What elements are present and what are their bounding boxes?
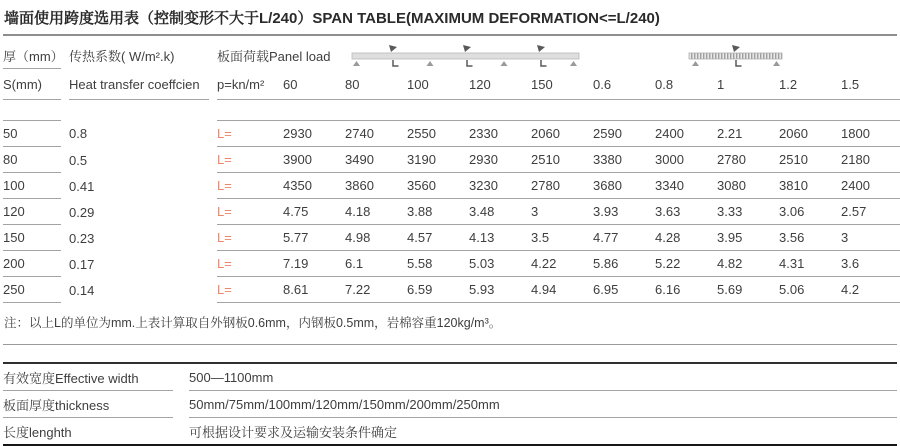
span-value-cell: 3 xyxy=(841,225,900,251)
span-value-cell: 6.59 xyxy=(407,277,469,303)
span-value-cell: 3.63 xyxy=(655,199,717,225)
span-value-cell: 3340 xyxy=(655,173,717,199)
header-load-line1: 板面荷载Panel load xyxy=(217,49,331,64)
spec-row xyxy=(3,418,897,444)
span-value-cell: 2550 xyxy=(407,120,469,147)
span-value-cell: 3680 xyxy=(593,173,655,199)
load-col-header: 1 xyxy=(717,69,779,100)
span-value-cell: 3900 xyxy=(283,147,345,173)
thickness-cell: 150 xyxy=(3,225,61,251)
span-value-cell: 3230 xyxy=(469,173,531,199)
header-row-1 xyxy=(3,42,900,69)
load-col-header: 1.5 xyxy=(841,69,900,100)
header-coeff-line1: 传热系数( W/m².k) xyxy=(69,49,175,64)
span-value-cell: 4.75 xyxy=(283,199,345,225)
table-row xyxy=(3,147,900,173)
span-value-cell: 2930 xyxy=(283,120,345,147)
table-row xyxy=(3,225,900,251)
spec-label: 长度lenghth xyxy=(3,424,72,440)
coeff-cell: 0.14 xyxy=(69,282,95,298)
header-load-line2: p=kn/m² xyxy=(217,69,283,100)
table-row xyxy=(3,199,900,225)
span-value-cell: 3.88 xyxy=(407,199,469,225)
load-col-header: 150 xyxy=(531,69,593,100)
title-divider xyxy=(3,34,897,36)
coeff-cell: 0.5 xyxy=(69,152,88,168)
span-value-cell: 5.93 xyxy=(469,277,531,303)
span-value-cell: 2590 xyxy=(593,120,655,147)
span-table xyxy=(3,42,900,303)
header-thickness-line2: S(mm) xyxy=(3,69,61,100)
l-prefix-cell: L= xyxy=(217,147,283,173)
coeff-cell: 0.29 xyxy=(69,204,95,220)
multi-span-beam-diagram-icon xyxy=(351,44,581,68)
table-row xyxy=(3,251,900,277)
span-value-cell: 2510 xyxy=(779,147,841,173)
page-title: 墙面使用跨度选用表（控制变形不大于L/240）SPAN TABLE(MAXIMUM DEFORMATION<=L/240) xyxy=(4,10,660,27)
l-prefix-cell: L= xyxy=(217,277,283,303)
l-prefix-cell: L= xyxy=(217,225,283,251)
span-value-cell: 6.1 xyxy=(345,251,407,277)
span-value-cell: 2780 xyxy=(717,147,779,173)
span-value-cell: 2930 xyxy=(469,147,531,173)
thickness-cell: 200 xyxy=(3,251,61,277)
thickness-cell: 120 xyxy=(3,199,61,225)
spec-label: 板面厚度thickness xyxy=(3,391,173,418)
span-value-cell: 7.19 xyxy=(283,251,345,277)
spec-table xyxy=(3,364,897,444)
span-value-cell: 1800 xyxy=(841,120,900,147)
load-col-header: 0.6 xyxy=(593,69,655,100)
span-value-cell: 3.6 xyxy=(841,251,900,277)
span-value-cell: 3.5 xyxy=(531,225,593,251)
span-value-cell: 3.93 xyxy=(593,199,655,225)
l-prefix-cell: L= xyxy=(217,199,283,225)
thickness-cell: 50 xyxy=(3,120,61,147)
span-value-cell: 8.61 xyxy=(283,277,345,303)
span-value-cell: 2180 xyxy=(841,147,900,173)
load-col-header: 100 xyxy=(407,69,469,100)
header-coeff-line2: Heat transfer coeffcien xyxy=(69,69,209,100)
span-value-cell: 4.28 xyxy=(655,225,717,251)
header-gap-row xyxy=(3,100,900,120)
span-value-cell: 2060 xyxy=(531,120,593,147)
two-span-beam-diagram-icon xyxy=(688,44,784,68)
header-thickness-line1: 厚（mm） xyxy=(3,42,61,69)
diagram-cell-1 xyxy=(345,42,593,69)
load-col-header: 60 xyxy=(283,69,345,100)
span-value-cell: 3.95 xyxy=(717,225,779,251)
span-value-cell: 5.06 xyxy=(779,277,841,303)
span-value-cell: 4.2 xyxy=(841,277,900,303)
thickness-cell: 250 xyxy=(3,277,61,303)
spec-table-wrapper xyxy=(3,362,897,446)
span-value-cell: 3.33 xyxy=(717,199,779,225)
span-value-cell: 2060 xyxy=(779,120,841,147)
spec-value: 可根据设计要求及运输安装条件确定 xyxy=(189,424,398,440)
span-value-cell: 4.82 xyxy=(717,251,779,277)
span-value-cell: 6.16 xyxy=(655,277,717,303)
span-value-cell: 5.03 xyxy=(469,251,531,277)
spec-row xyxy=(3,364,897,391)
span-value-cell: 4.57 xyxy=(407,225,469,251)
span-value-cell: 3380 xyxy=(593,147,655,173)
span-value-cell: 4.22 xyxy=(531,251,593,277)
spec-label: 有效宽度Effective width xyxy=(3,364,173,391)
span-value-cell: 3.06 xyxy=(779,199,841,225)
span-value-cell: 3560 xyxy=(407,173,469,199)
span-value-cell: 2330 xyxy=(469,120,531,147)
span-value-cell: 4.31 xyxy=(779,251,841,277)
span-value-cell: 3.56 xyxy=(779,225,841,251)
load-col-header: 80 xyxy=(345,69,407,100)
span-value-cell: 2400 xyxy=(655,120,717,147)
span-value-cell: 5.77 xyxy=(283,225,345,251)
span-value-cell: 4.18 xyxy=(345,199,407,225)
note-divider xyxy=(3,344,897,345)
span-value-cell: 4.13 xyxy=(469,225,531,251)
coeff-cell: 0.23 xyxy=(69,230,95,246)
table-row xyxy=(3,277,900,303)
span-value-cell: 4350 xyxy=(283,173,345,199)
span-value-cell: 2.21 xyxy=(717,120,779,147)
span-value-cell: 4.98 xyxy=(345,225,407,251)
l-prefix-cell: L= xyxy=(217,251,283,277)
span-value-cell: 3810 xyxy=(779,173,841,199)
footnote: 注：以上L的单位为mm.上表计算取自外钢板0.6mm，内钢板0.5mm，岩棉容重120kg/m³。 xyxy=(4,316,502,330)
header-row-2 xyxy=(3,69,900,100)
span-value-cell: 2510 xyxy=(531,147,593,173)
load-col-header: 120 xyxy=(469,69,531,100)
diagram-cell-2 xyxy=(655,42,841,69)
spec-value: 50mm/75mm/100mm/120mm/150mm/200mm/250mm xyxy=(189,391,897,418)
span-value-cell: 5.58 xyxy=(407,251,469,277)
span-value-cell: 2740 xyxy=(345,120,407,147)
span-value-cell: 3 xyxy=(531,199,593,225)
span-value-cell: 3490 xyxy=(345,147,407,173)
span-value-cell: 2400 xyxy=(841,173,900,199)
span-value-cell: 3190 xyxy=(407,147,469,173)
coeff-cell: 0.41 xyxy=(69,178,95,194)
span-value-cell: 3000 xyxy=(655,147,717,173)
thickness-cell: 80 xyxy=(3,147,61,173)
spec-value: 500—1100mm xyxy=(189,364,897,391)
l-prefix-cell: L= xyxy=(217,173,283,199)
thickness-cell: 100 xyxy=(3,173,61,199)
coeff-cell: 0.8 xyxy=(69,126,88,141)
table-row xyxy=(3,173,900,199)
spec-row xyxy=(3,391,897,418)
span-value-cell: 5.69 xyxy=(717,277,779,303)
span-value-cell: 7.22 xyxy=(345,277,407,303)
span-value-cell: 4.94 xyxy=(531,277,593,303)
load-col-header: 1.2 xyxy=(779,69,841,100)
table-row xyxy=(3,120,900,147)
coeff-cell: 0.17 xyxy=(69,256,95,272)
span-value-cell: 3.48 xyxy=(469,199,531,225)
span-value-cell: 4.77 xyxy=(593,225,655,251)
span-value-cell: 2780 xyxy=(531,173,593,199)
span-value-cell: 3080 xyxy=(717,173,779,199)
span-value-cell: 6.95 xyxy=(593,277,655,303)
span-value-cell: 5.86 xyxy=(593,251,655,277)
span-value-cell: 3860 xyxy=(345,173,407,199)
load-col-header: 0.8 xyxy=(655,69,717,100)
span-value-cell: 2.57 xyxy=(841,199,900,225)
l-prefix-cell: L= xyxy=(217,120,283,147)
span-value-cell: 5.22 xyxy=(655,251,717,277)
